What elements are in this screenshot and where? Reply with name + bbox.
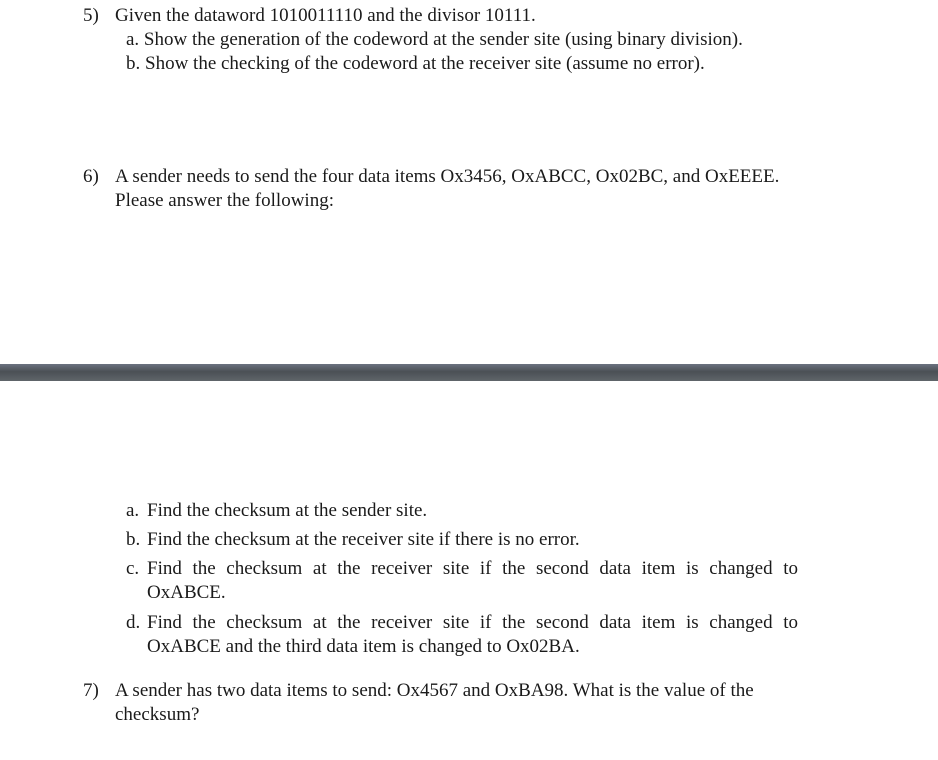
list-item-text: Find the checksum at the receiver site if the second data item is changed to [147, 558, 798, 579]
list-item-marker: c. [126, 558, 140, 579]
question-5-part-a: a. Show the generation of the codeword at the sender site (using binary division). [126, 29, 743, 50]
list-item-text-continued: OxABCE and the third data item is changed to Ox02BA. [147, 636, 580, 657]
question-6-number: 6) [83, 166, 99, 187]
question-5-part-b: b. Show the checking of the codeword at the receiver site (assume no error). [126, 53, 705, 74]
list-item-marker: d. [126, 612, 141, 633]
question-6-line-1: A sender needs to send the four data items Ox3456, OxABCC, Ox02BC, and OxEEEE. [115, 166, 780, 187]
list-item-marker: b. [126, 529, 141, 550]
list-item-text: Find the checksum at the receiver site if the second data item is changed to [147, 612, 798, 633]
question-7-line-1: A sender has two data items to send: Ox4567 and OxBA98. What is the value of the [115, 680, 754, 701]
list-item-text: Find the checksum at the receiver site if there is no error. [147, 529, 580, 550]
question-5-number: 5) [83, 5, 99, 26]
list-item-text: Find the checksum at the sender site. [147, 500, 428, 521]
question-7-line-2: checksum? [115, 704, 200, 725]
question-6-line-2: Please answer the following: [115, 190, 334, 211]
list-item-text-continued: OxABCE. [147, 582, 226, 603]
question-7-number: 7) [83, 680, 99, 701]
list-item-marker: a. [126, 500, 140, 521]
question-5-text: Given the dataword 1010011110 and the divisor 10111. [115, 5, 536, 26]
page-divider [0, 364, 938, 381]
